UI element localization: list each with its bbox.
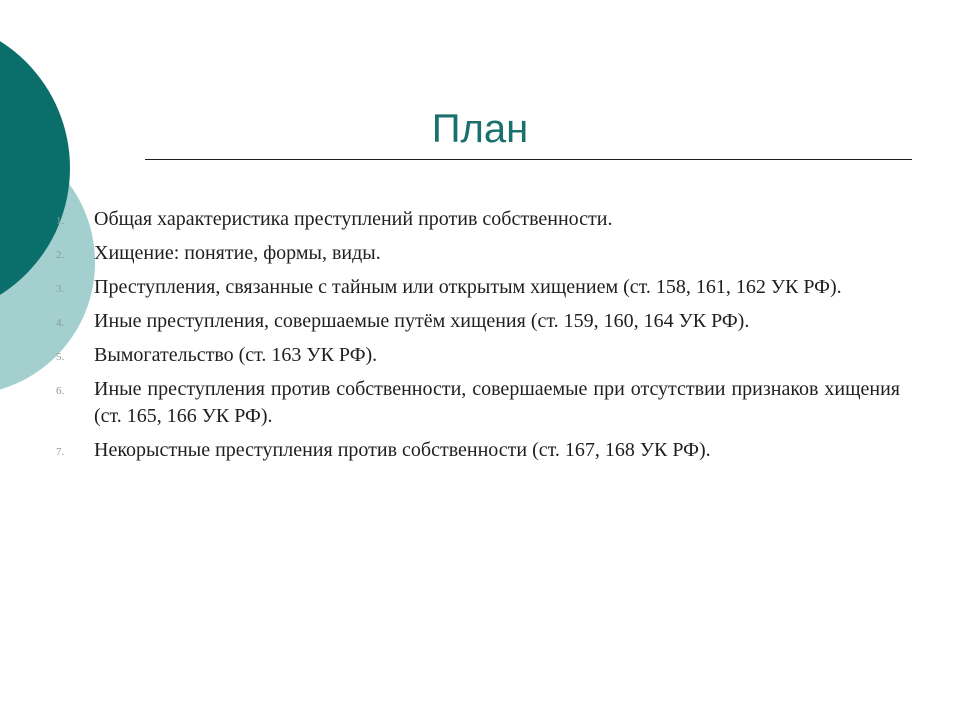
list-item-number: 3. (56, 283, 65, 295)
list-item-number: 7. (56, 446, 65, 458)
title-underline (145, 159, 912, 160)
list-item (56, 342, 900, 369)
list-item (56, 437, 900, 464)
list-item (56, 308, 900, 335)
list-item-number: 2. (56, 249, 65, 261)
list-item-text: Хищение: понятие, формы, виды. (94, 242, 381, 264)
plan-list (56, 206, 900, 471)
list-item-text: Преступления, связанные с тайным или открытым хищением (ст. 158, 161, 162 УК РФ). (94, 276, 842, 298)
list-item-number: 6. (56, 385, 65, 397)
list-item-text: Вымогательство (ст. 163 УК РФ). (94, 344, 378, 366)
list-item-text: Иные преступления против собственности, совершаемые при отсутствии признаков хищения (ст. 165, 166 УК РФ). (94, 378, 900, 427)
list-item-text: Некорыстные преступления против собственности (ст. 167, 168 УК РФ). (94, 439, 711, 461)
list-item-number: 4. (56, 317, 65, 329)
list-item (56, 274, 900, 301)
list-item (56, 376, 900, 430)
list-item-text: Иные преступления, совершаемые путём хищения (ст. 159, 160, 164 УК РФ). (94, 310, 750, 332)
list-item (56, 206, 900, 233)
list-item-number: 5. (56, 351, 65, 363)
list-item-text: Общая характеристика преступлений против собственности. (94, 208, 613, 230)
slide-title: План (431, 107, 529, 151)
list-item (56, 240, 900, 267)
list-item-number: 1. (56, 215, 65, 227)
